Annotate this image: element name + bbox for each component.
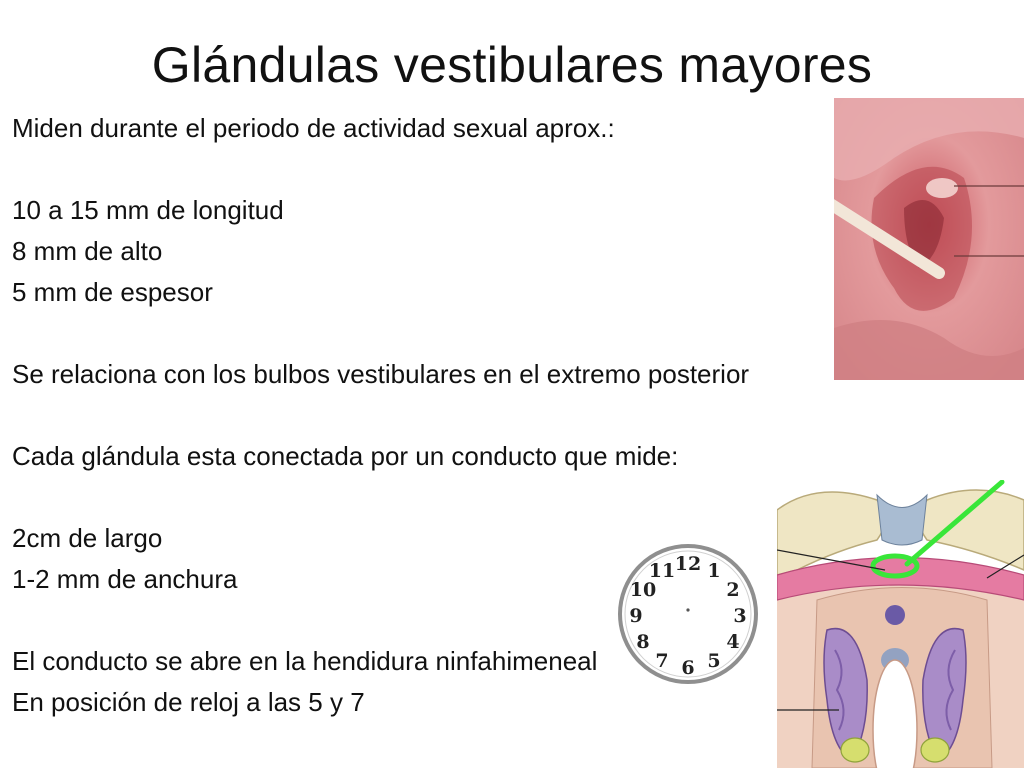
intro-line: Miden durante el periodo de actividad sexual aprox.: [12, 113, 615, 143]
clock-face [614, 540, 762, 688]
opening-line: El conducto se abre en la hendidura ninfahimeneal [12, 646, 598, 676]
clock-number: 6 [681, 657, 695, 679]
thickness-line: 5 mm de espesor [12, 277, 213, 307]
clock-number: 3 [733, 605, 747, 627]
anatomy-photo [834, 98, 1024, 380]
clock-number: 10 [629, 579, 657, 601]
clock-number: 5 [707, 650, 721, 672]
spacer [12, 149, 824, 190]
relation-line: Se relaciona con los bulbos vestibulares en el extremo posterior [12, 359, 750, 389]
clock-position-line: En posición de reloj a las 5 y 7 [12, 687, 365, 717]
clock-number: 11 [648, 560, 676, 582]
slide-title: Glándulas vestibulares mayores [151, 37, 873, 93]
duct-intro-line: Cada glándula esta conectada por un conducto que mide: [12, 441, 679, 471]
clock-number: 8 [636, 631, 650, 653]
spacer [12, 477, 824, 518]
spacer [12, 395, 824, 436]
duct-length-line: 2cm de largo [12, 523, 163, 553]
clock-diagram [614, 540, 762, 688]
clock-number: 2 [726, 579, 740, 601]
height-line: 8 mm de alto [12, 236, 163, 266]
length-line: 10 a 15 mm de longitud [12, 195, 284, 225]
clock-number: 4 [726, 631, 740, 653]
clock-number: 12 [674, 553, 702, 575]
clock-number: 7 [655, 650, 669, 672]
anatomy-illustration [777, 480, 1024, 768]
spacer [12, 313, 824, 354]
duct-width-line: 1-2 mm de anchura [12, 564, 238, 594]
clock-number: 1 [707, 560, 721, 582]
clock-number: 9 [629, 605, 643, 627]
